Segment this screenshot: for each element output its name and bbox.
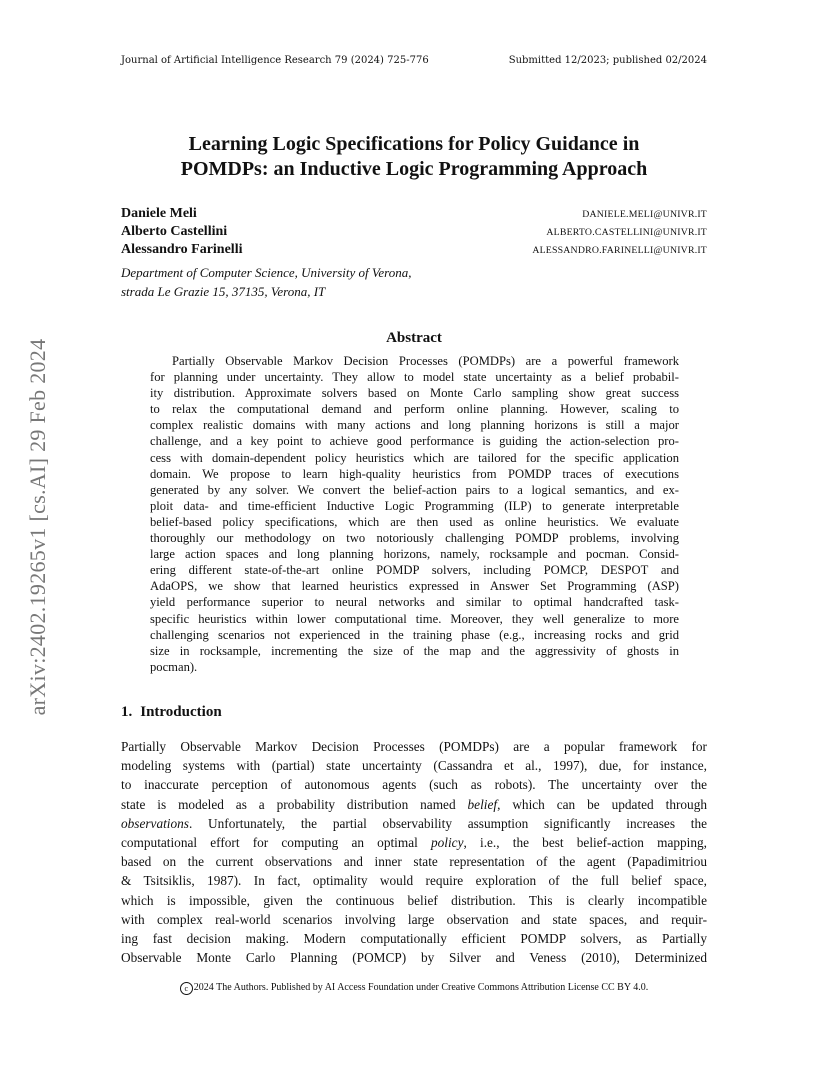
abstract-line: pocman). [150, 659, 198, 674]
abstract-line: size in rocksample, incrementing the size of the map and the aggressivity of ghosts in [150, 643, 679, 658]
author-email[interactable]: DANIELE.MELI@UNIVR.IT [582, 209, 707, 220]
intro-line [121, 814, 707, 833]
section-title: Introduction [140, 704, 222, 720]
intro-text: , which can be updated through [497, 796, 707, 812]
author-name: Alberto Castellini [121, 224, 228, 239]
title-line-2: POMDPs: an Inductive Logic Programming Approach [180, 158, 648, 180]
intro-text: , i.e., the best belief-action mapping, [463, 834, 707, 850]
title-line-1: Learning Logic Specifications for Policy Guidance in [188, 133, 640, 155]
running-head [121, 55, 707, 69]
abstract-line: ering different state-of-the-art online POMDP solvers, including POMCP, DESPOT and [150, 563, 679, 578]
intro-line: to inaccurate perception of autonomous agents (such as robots). The uncertainty over the [121, 777, 707, 793]
abstract-line: belief-based policy specifications, which are then used as online heuristics. We evaluate [150, 514, 679, 529]
affiliation-line-1: Department of Computer Science, University of Verona, [121, 265, 412, 280]
abstract-heading: Abstract [386, 330, 442, 346]
abstract-line: cess with domain-dependent policy heuristics which are tailored for the specific application [150, 450, 679, 465]
author-row [121, 206, 707, 224]
copyright-icon: c [180, 982, 193, 995]
abstract-line: generated by any solver. We convert the belief-action pairs to a logical semantics, and ex- [150, 482, 679, 497]
intro-text: computational effort for computing an optimal [121, 834, 431, 850]
section-heading [121, 704, 222, 721]
author-email[interactable]: ALESSANDRO.FARINELLI@UNIVR.IT [532, 245, 707, 256]
intro-line: with complex real-world scenarios involving large observation and state spaces, and requir- [121, 911, 707, 927]
affiliation [121, 263, 412, 301]
intro-line: Observable Monte Carlo Planning (POMCP) by Silver and Veness (2010), Determinized [121, 950, 707, 966]
intro-line: which is impossible, given the continuous belief distribution. This is clearly incompatible [121, 892, 707, 908]
author-row [121, 224, 707, 242]
abstract-line: complex realistic domains with many actions and long planning horizons is still a major [150, 418, 679, 433]
intro-emphasis: policy [431, 834, 464, 850]
introduction-body [121, 737, 707, 967]
intro-line: based on the current observations and inner state representation of the agent (Papadimitriou [121, 854, 707, 870]
abstract-body [150, 353, 679, 675]
author-row [121, 242, 707, 260]
arxiv-identifier: arXiv:2402.19265v1 [cs.AI] 29 Feb 2024 [25, 338, 50, 716]
abstract-line: ploit data- and time-efficient Inductive Logic Programming (ILP) to generate interpretable [150, 498, 679, 513]
abstract-line: specific heuristics within lower computational time. Moreover, they well generalize to more [150, 611, 679, 626]
author-name: Daniele Meli [121, 206, 197, 221]
abstract-line: large action spaces and long planning horizons, namely, rocksample and pocman. Consid- [150, 547, 679, 562]
paper-title [121, 132, 707, 182]
author-name: Alessandro Farinelli [121, 242, 243, 257]
abstract-line: AdaOPS, we show that learned heuristics expressed in Answer Set Programming (ASP) [150, 579, 679, 594]
abstract-line: for planning under uncertainty. They allow to model state uncertainty as a belief probabil- [150, 370, 679, 385]
abstract-line: domain. We propose to learn high-quality heuristics from POMDP traces of executions [150, 466, 679, 481]
abstract-line: Partially Observable Markov Decision Processes (POMDPs) are a powerful framework [172, 354, 679, 368]
abstract-line: yield performance superior to neural networks and similar to optimal handcrafted task- [150, 595, 679, 610]
intro-line: ing fast decision making. Modern computationally efficient POMDP solvers, as Partially [121, 930, 707, 946]
intro-line: & Tsitsiklis, 1987). In fact, optimality would require exploration of the full belief space, [121, 873, 707, 889]
abstract-line: ity distribution. Approximate solvers based on Monte Carlo sampling show great success [150, 386, 679, 401]
license-text: 2024 The Authors. Published by AI Access Foundation under Creative Commons Attribution License CC BY 4.0. [193, 982, 649, 993]
abstract-line: challenge, and a key point to achieve good performance is guiding the action-selection pro- [150, 434, 679, 449]
abstract-line: to relax the computational demand and perform online planning. However, scaling to [150, 402, 679, 417]
intro-line [121, 833, 707, 852]
abstract-line: thoroughly our methodology on two notoriously challenging POMDP problems, involving [150, 531, 679, 546]
license-footer [0, 982, 828, 995]
abstract-line: challenging scenarios not experienced in the training phase (e.g., increasing rocks and grid [150, 627, 679, 642]
intro-text: . Unfortunately, the partial observability assumption significantly increases the [188, 815, 707, 831]
intro-emphasis: belief [467, 796, 498, 812]
submission-dates: Submitted 12/2023; published 02/2024 [508, 55, 707, 66]
intro-line: Partially Observable Markov Decision Processes (POMDPs) are a popular framework for [121, 739, 707, 754]
author-block [121, 206, 707, 260]
author-email[interactable]: ALBERTO.CASTELLINI@UNIVR.IT [546, 227, 707, 238]
intro-line [121, 795, 707, 814]
affiliation-line-2: strada Le Grazie 15, 37135, Verona, IT [121, 284, 326, 299]
journal-citation: Journal of Artificial Intelligence Research 79 (2024) 725-776 [121, 55, 429, 66]
intro-emphasis: observations [121, 815, 189, 831]
intro-line: modeling systems with (partial) state uncertainty (Cassandra et al., 1997), due, for instance, [121, 758, 707, 774]
section-number: 1. [121, 704, 133, 720]
intro-text: state is modeled as a probability distribution named [121, 796, 468, 812]
